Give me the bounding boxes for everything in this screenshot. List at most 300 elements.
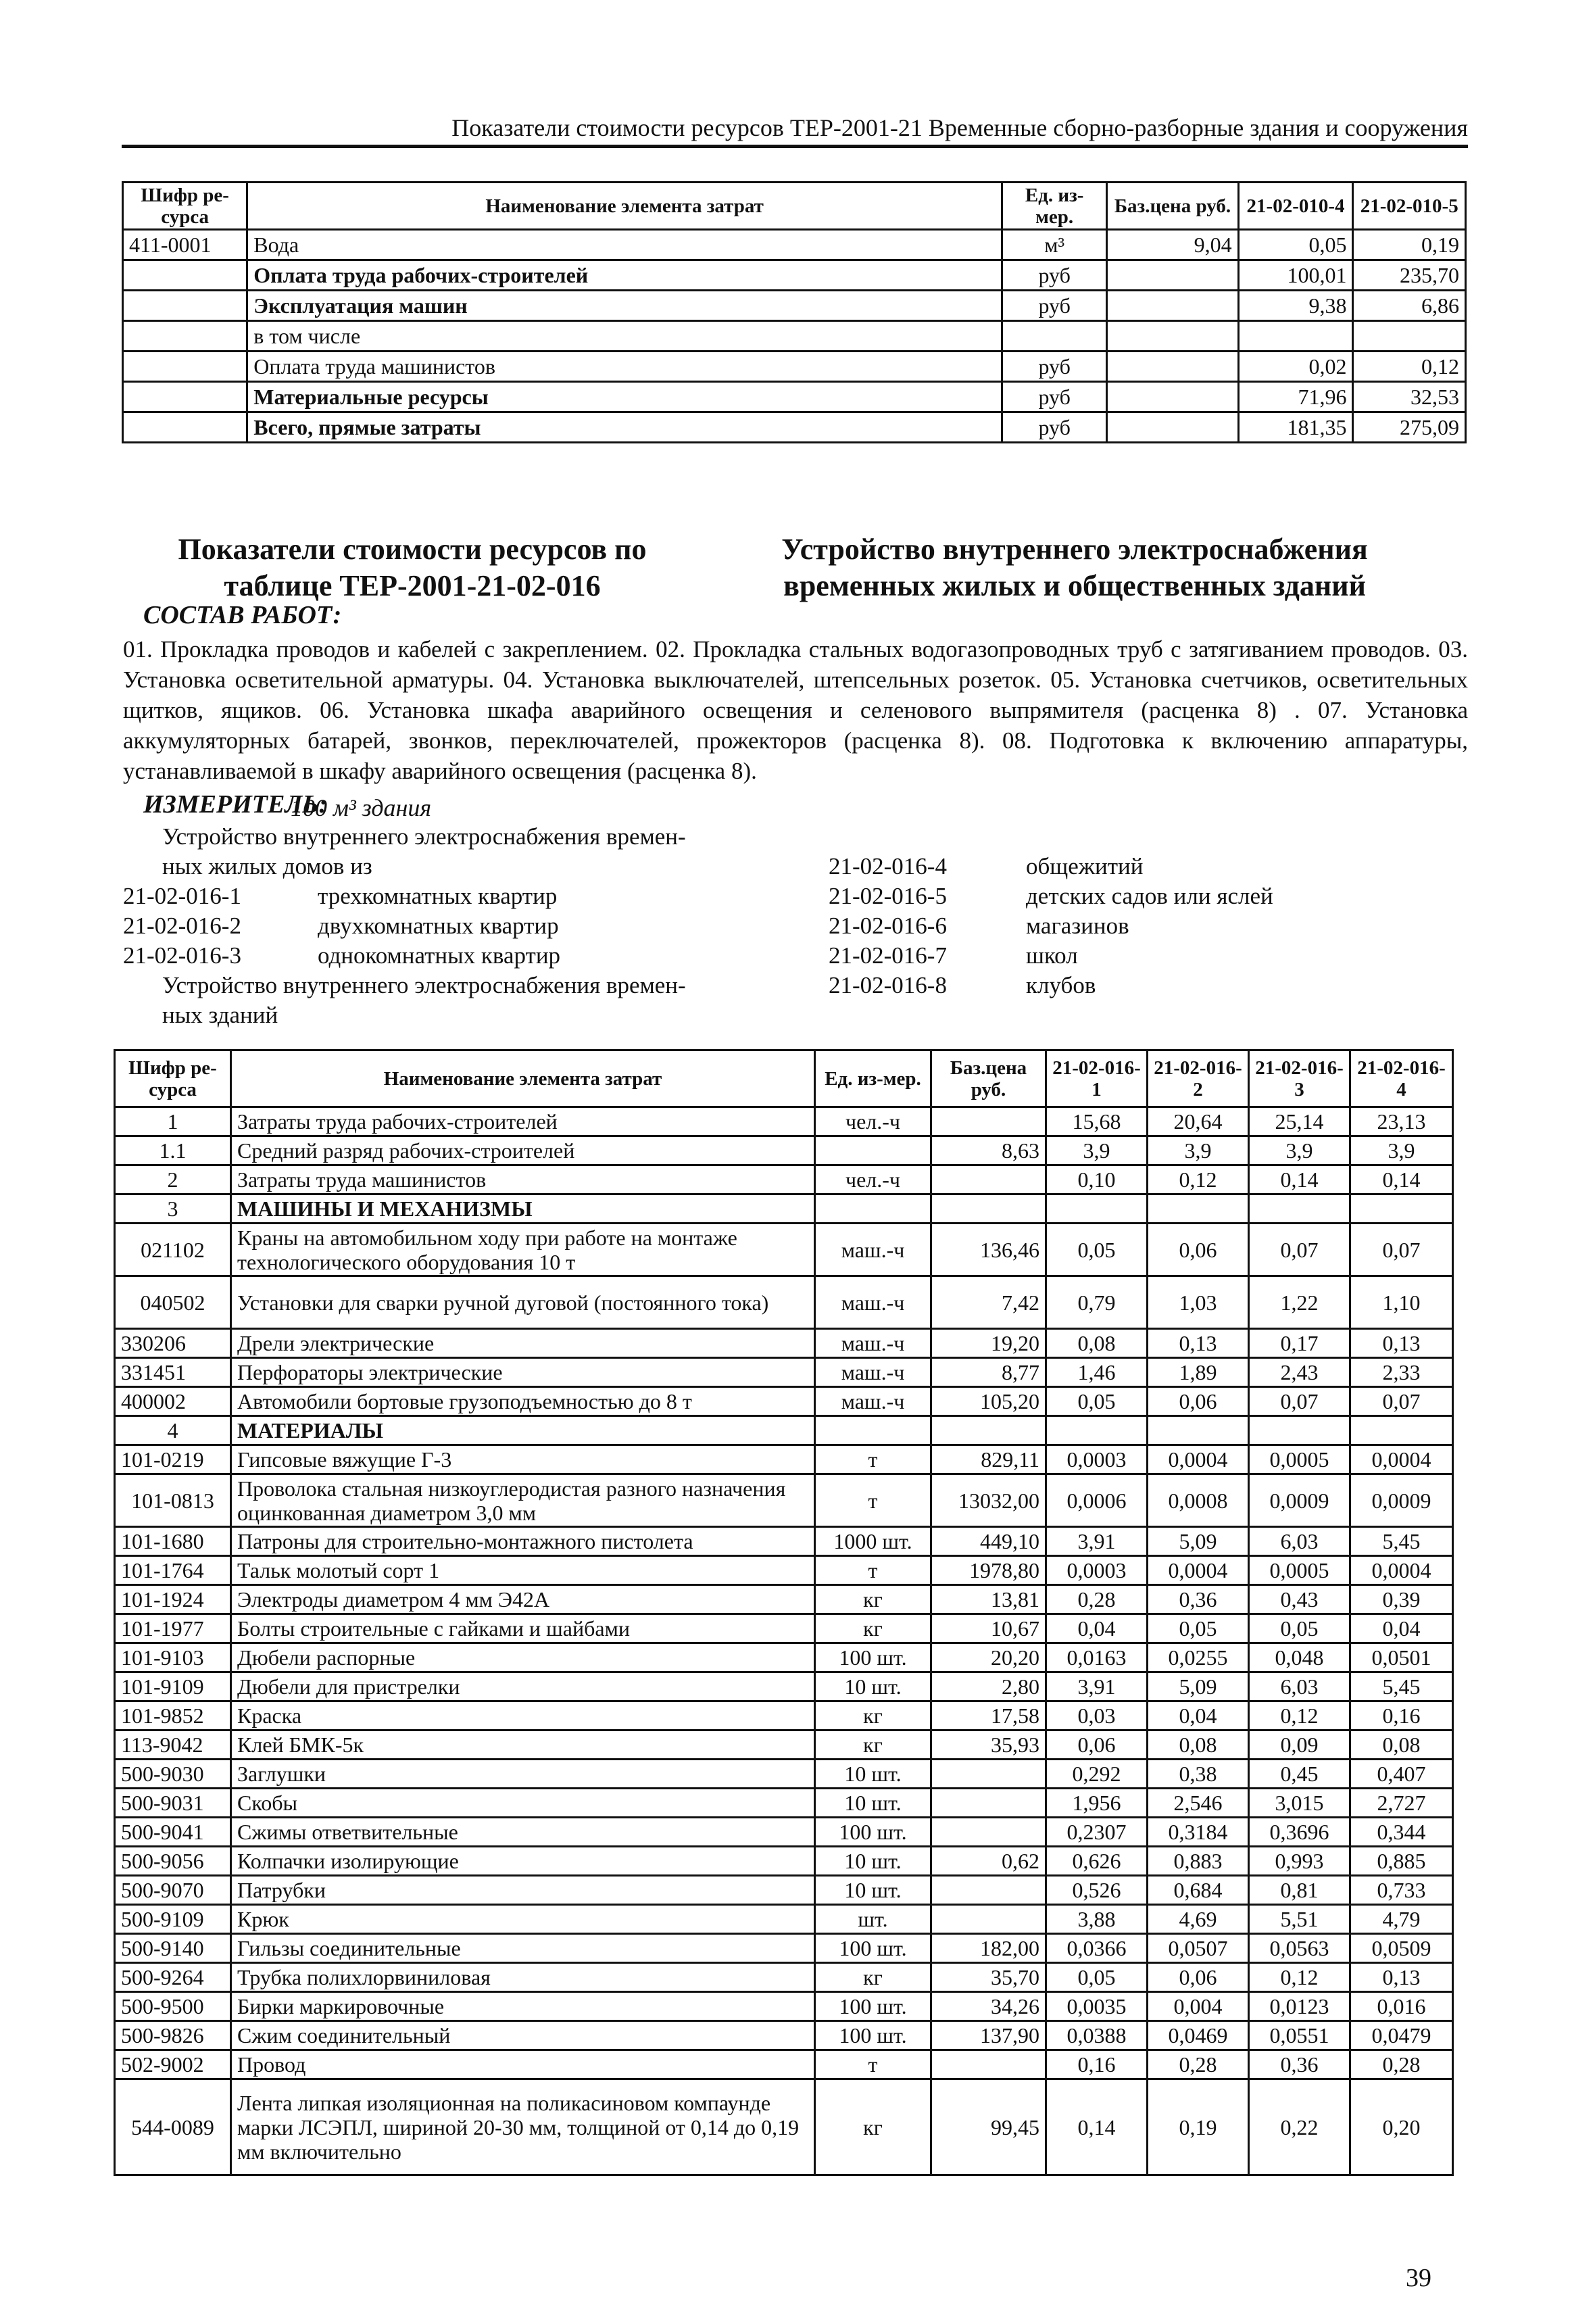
works-label: СОСТАВ РАБОТ:	[143, 601, 342, 629]
cell-value: 0,3184	[1148, 1818, 1249, 1847]
cell-unit: 100 шт.	[815, 2021, 931, 2050]
table-row	[115, 1992, 1453, 2021]
cell-name: Электроды диаметром 4 мм Э42А	[231, 1585, 815, 1614]
resource-table-1	[122, 181, 1467, 443]
t1-header-col2: 21-02-010-5	[1353, 183, 1466, 230]
cell-value: 0,28	[1046, 1585, 1148, 1614]
cell-code: 101-1764	[115, 1556, 231, 1585]
page-number: 39	[1406, 2264, 1431, 2292]
cell-price: 182,00	[931, 1934, 1046, 1963]
cell-value: 0,0035	[1046, 1992, 1148, 2021]
t1-header-price: Баз.цена руб.	[1107, 183, 1238, 230]
cell-value: 0,43	[1249, 1585, 1350, 1614]
cell-value: 0,14	[1046, 2079, 1148, 2175]
right-item-name: клубов	[1026, 972, 1096, 998]
table-row	[115, 1107, 1453, 1136]
cell-unit: 10 шт.	[815, 1789, 931, 1818]
cell-value: 20,64	[1148, 1107, 1249, 1136]
cell-value: 1,22	[1249, 1276, 1350, 1329]
cell-unit: чел.-ч	[815, 1165, 931, 1194]
cell-name: Патроны для строительно-монтажного пистолета	[231, 1527, 815, 1556]
table-row	[115, 1136, 1453, 1165]
cell-value: 0,13	[1350, 1963, 1453, 1992]
cell-value: 0,07	[1350, 1224, 1453, 1276]
cell-unit: чел.-ч	[815, 1107, 931, 1136]
cell-value: 0,407	[1350, 1760, 1453, 1789]
cell-price: 10,67	[931, 1614, 1046, 1643]
cell-value: 0,05	[1046, 1224, 1148, 1276]
cell-value: 0,292	[1046, 1760, 1148, 1789]
cell-value: 0,07	[1350, 1387, 1453, 1416]
cell-value: 0,03	[1046, 1701, 1148, 1730]
cell-name: Сжимы ответвительные	[231, 1818, 815, 1847]
cell-name: Провод	[231, 2050, 815, 2079]
cell-value: 5,45	[1350, 1672, 1453, 1701]
cell-value: 2,33	[1350, 1358, 1453, 1387]
works-description: 01. Прокладка проводов и кабелей с закреплением. 02. Прокладка стальных водогазопроводных труб с затягиванием проводов. 03. Установка осветительной арматуры. 04. Установка выключателей, штепсельных розеток. 05. Установка счетчиков, осветительных щитков, ящиков. 06. Установка шкафа аварийного освещения и селенового выпрямителя (расценка 8) . 07. Установка аккумуляторных батарей, звонков, переключателей, прожекторов (расценка 8). 08. Подготовка к включению аппаратуры, устанавливаемой в шкафу аварийного освещения (расценка 8).	[123, 636, 1468, 784]
cell-unit: т	[815, 1445, 931, 1474]
cell-unit: маш.-ч	[815, 1358, 931, 1387]
cell-value: 0,16	[1350, 1701, 1453, 1730]
table-row	[115, 1276, 1453, 1329]
cell-value: 0,38	[1148, 1760, 1249, 1789]
cell-value: 0,39	[1350, 1585, 1453, 1614]
cell-value: 0,12	[1148, 1165, 1249, 1194]
cell-code: 500-9826	[115, 2021, 231, 2050]
cell-unit: 100 шт.	[815, 1818, 931, 1847]
table-row	[123, 352, 1466, 382]
group1-caption-line1: Устройство внутреннего электроснабжения времен-	[162, 823, 686, 850]
cell-name: Всего, прямые затраты	[247, 412, 1002, 443]
table-row	[115, 1527, 1453, 1556]
cell-code: 544-0089	[115, 2079, 231, 2175]
cell-code: 500-9070	[115, 1876, 231, 1905]
cell-unit: маш.-ч	[815, 1387, 931, 1416]
cell-value: 6,03	[1249, 1672, 1350, 1701]
cell-code: 330206	[115, 1329, 231, 1358]
cell-name: Установки для сварки ручной дуговой (постоянного тока)	[231, 1276, 815, 1329]
table-row	[115, 1672, 1453, 1701]
cell-value: 0,17	[1249, 1329, 1350, 1358]
table-row	[115, 1585, 1453, 1614]
table-row	[115, 1789, 1453, 1818]
cell-value: 0,883	[1148, 1847, 1249, 1876]
cell-value	[1249, 1194, 1350, 1224]
right-item-code: 21-02-016-5	[829, 883, 947, 909]
cell-code	[123, 352, 247, 382]
table-row	[115, 1963, 1453, 1992]
cell-value: 0,06	[1148, 1387, 1249, 1416]
cell-value: 0,28	[1350, 2050, 1453, 2079]
cell-value: 0,16	[1046, 2050, 1148, 2079]
cell-unit: т	[815, 1556, 931, 1585]
cell-unit: т	[815, 2050, 931, 2079]
cell-name: Скобы	[231, 1789, 815, 1818]
cell-value	[1249, 1416, 1350, 1445]
cell-unit: 10 шт.	[815, 1847, 931, 1876]
cell-value: 0,0005	[1249, 1556, 1350, 1585]
cell-code: 500-9140	[115, 1934, 231, 1963]
cell-price	[1107, 321, 1238, 352]
cell-value: 100,01	[1238, 260, 1353, 291]
cell-value: 2,43	[1249, 1358, 1350, 1387]
cell-unit: 100 шт.	[815, 1992, 931, 2021]
cell-value: 0,344	[1350, 1818, 1453, 1847]
cell-value: 0,14	[1249, 1165, 1350, 1194]
table-row	[115, 1818, 1453, 1847]
cell-value: 0,0009	[1249, 1474, 1350, 1527]
cell-value: 1,10	[1350, 1276, 1453, 1329]
cell-unit: кг	[815, 1730, 931, 1760]
cell-price: 7,42	[931, 1276, 1046, 1329]
cell-value: 0,22	[1249, 2079, 1350, 2175]
cell-value: 0,13	[1148, 1329, 1249, 1358]
right-item-code: 21-02-016-4	[829, 853, 947, 879]
cell-value: 0,016	[1350, 1992, 1453, 2021]
cell-value: 0,0004	[1350, 1445, 1453, 1474]
cell-value: 0,0563	[1249, 1934, 1350, 1963]
cell-price: 35,93	[931, 1730, 1046, 1760]
cell-price	[931, 1760, 1046, 1789]
cell-code	[123, 291, 247, 321]
cell-price	[931, 1905, 1046, 1934]
cell-value: 5,09	[1148, 1527, 1249, 1556]
cell-value: 0,09	[1249, 1730, 1350, 1760]
left-item-code: 21-02-016-1	[123, 883, 241, 909]
cell-value: 0,004	[1148, 1992, 1249, 2021]
cell-code: 101-9109	[115, 1672, 231, 1701]
t1-header-name: Наименование элемента затрат	[247, 183, 1002, 230]
table-row	[115, 1194, 1453, 1224]
cell-code: 500-9109	[115, 1905, 231, 1934]
cell-name: Гильзы соединительные	[231, 1934, 815, 1963]
cell-unit: 10 шт.	[815, 1876, 931, 1905]
cell-value: 6,86	[1353, 291, 1466, 321]
cell-unit: кг	[815, 2079, 931, 2175]
cell-code: 021102	[115, 1224, 231, 1276]
cell-value: 0,19	[1148, 2079, 1249, 2175]
cell-value: 0,993	[1249, 1847, 1350, 1876]
group1-caption-line2: ных жилых домов из	[162, 853, 372, 879]
cell-value: 0,0006	[1046, 1474, 1148, 1527]
cell-value: 5,45	[1350, 1527, 1453, 1556]
cell-value: 32,53	[1353, 382, 1466, 412]
cell-value: 0,08	[1148, 1730, 1249, 1760]
cell-code: 500-9264	[115, 1963, 231, 1992]
cell-value: 3,9	[1046, 1136, 1148, 1165]
table-row	[115, 1643, 1453, 1672]
cell-price	[1107, 412, 1238, 443]
cell-code: 502-9002	[115, 2050, 231, 2079]
cell-code: 113-9042	[115, 1730, 231, 1760]
cell-unit: руб	[1002, 291, 1106, 321]
cell-name: Бирки маркировочные	[231, 1992, 815, 2021]
cell-code	[123, 321, 247, 352]
table-row	[115, 1329, 1453, 1358]
cell-code: 1.1	[115, 1136, 231, 1165]
cell-value: 1,46	[1046, 1358, 1148, 1387]
left-item-code: 21-02-016-3	[123, 942, 241, 969]
cell-price: 2,80	[931, 1672, 1046, 1701]
cell-value: 0,0501	[1350, 1643, 1453, 1672]
cell-code: 4	[115, 1416, 231, 1445]
cell-value: 0,07	[1249, 1387, 1350, 1416]
table-row	[123, 291, 1466, 321]
cell-value: 0,28	[1148, 2050, 1249, 2079]
table-row	[115, 1701, 1453, 1730]
cell-code	[123, 260, 247, 291]
cell-value: 0,06	[1148, 1963, 1249, 1992]
t2-header-col1: 21-02-016-1	[1046, 1050, 1148, 1107]
right-item-name: школ	[1026, 942, 1078, 969]
cell-value: 0,05	[1249, 1614, 1350, 1643]
cell-value: 0,0008	[1148, 1474, 1249, 1527]
cell-value: 0,0551	[1249, 2021, 1350, 2050]
cell-code: 101-9103	[115, 1643, 231, 1672]
cell-value: 2,727	[1350, 1789, 1453, 1818]
cell-value: 0,0469	[1148, 2021, 1249, 2050]
cell-value: 0,36	[1148, 1585, 1249, 1614]
cell-price	[931, 1818, 1046, 1847]
t2-header-col2: 21-02-016-2	[1148, 1050, 1249, 1107]
cell-code: 101-0219	[115, 1445, 231, 1474]
cell-code: 500-9030	[115, 1760, 231, 1789]
cell-value: 9,38	[1238, 291, 1353, 321]
cell-price: 9,04	[1107, 230, 1238, 260]
cell-value: 275,09	[1353, 412, 1466, 443]
cell-unit: т	[815, 1474, 931, 1527]
cell-value: 3,9	[1148, 1136, 1249, 1165]
section-title-right: Устройство внутреннего электроснабжения временных жилых и общественных зданий	[781, 533, 1368, 602]
cell-value: 0,0255	[1148, 1643, 1249, 1672]
cell-value: 3,9	[1350, 1136, 1453, 1165]
cell-code: 3	[115, 1194, 231, 1224]
resource-table-2	[114, 1049, 1454, 2176]
cell-name: Крюк	[231, 1905, 815, 1934]
cell-value: 0,06	[1148, 1224, 1249, 1276]
cell-value: 0,3696	[1249, 1818, 1350, 1847]
cell-value: 0,04	[1046, 1614, 1148, 1643]
cell-value: 0,0509	[1350, 1934, 1453, 1963]
cell-name: Оплата труда рабочих-строителей	[247, 260, 1002, 291]
cell-value	[1046, 1194, 1148, 1224]
cell-value: 0,14	[1350, 1165, 1453, 1194]
cell-price: 99,45	[931, 2079, 1046, 2175]
t1-header-col1: 21-02-010-4	[1238, 183, 1353, 230]
cell-unit: 100 шт.	[815, 1643, 931, 1672]
cell-unit: м³	[1002, 230, 1106, 260]
cell-value: 1,89	[1148, 1358, 1249, 1387]
table-row	[115, 1614, 1453, 1643]
cell-value: 0,05	[1238, 230, 1353, 260]
cell-value: 71,96	[1238, 382, 1353, 412]
group2-caption-line2: ных зданий	[162, 1002, 278, 1028]
cell-unit: маш.-ч	[815, 1224, 931, 1276]
cell-value: 0,45	[1249, 1760, 1350, 1789]
cell-price: 8,77	[931, 1358, 1046, 1387]
cell-value: 0,0507	[1148, 1934, 1249, 1963]
cell-value: 6,03	[1249, 1527, 1350, 1556]
cell-name: Краска	[231, 1701, 815, 1730]
cell-value: 0,36	[1249, 2050, 1350, 2079]
cell-value: 0,684	[1148, 1876, 1249, 1905]
cell-price	[931, 1194, 1046, 1224]
cell-name: Эксплуатация машин	[247, 291, 1002, 321]
cell-name: Автомобили бортовые грузоподъемностью до 8 т	[231, 1387, 815, 1416]
t2-header-name: Наименование элемента затрат	[231, 1050, 815, 1107]
cell-value: 0,20	[1350, 2079, 1453, 2175]
left-item-name: двухкомнатных квартир	[318, 913, 559, 939]
cell-value: 0,0003	[1046, 1445, 1148, 1474]
cell-name: МАТЕРИАЛЫ	[231, 1416, 815, 1445]
cell-unit	[1002, 321, 1106, 352]
cell-unit: 1000 шт.	[815, 1527, 931, 1556]
cell-value: 0,10	[1046, 1165, 1148, 1194]
table-row	[115, 2050, 1453, 2079]
table-row	[115, 1876, 1453, 1905]
cell-price	[1107, 260, 1238, 291]
cell-value	[1350, 1416, 1453, 1445]
group2-caption-line1: Устройство внутреннего электроснабжения времен-	[162, 972, 686, 998]
cell-value: 0,08	[1350, 1730, 1453, 1760]
cell-unit: 10 шт.	[815, 1760, 931, 1789]
cell-value: 4,79	[1350, 1905, 1453, 1934]
cell-name: Дюбели для пристрелки	[231, 1672, 815, 1701]
right-item-name: общежитий	[1026, 853, 1144, 879]
cell-name: в том числе	[247, 321, 1002, 352]
cell-value: 0,07	[1249, 1224, 1350, 1276]
cell-value: 23,13	[1350, 1107, 1453, 1136]
table-row	[115, 2079, 1453, 2175]
cell-unit: 100 шт.	[815, 1934, 931, 1963]
cell-code: 331451	[115, 1358, 231, 1387]
cell-name: Патрубки	[231, 1876, 815, 1905]
cell-name: Тальк молотый сорт 1	[231, 1556, 815, 1585]
table-row	[115, 1905, 1453, 1934]
cell-value: 25,14	[1249, 1107, 1350, 1136]
table-row	[115, 1358, 1453, 1387]
table-row	[115, 1847, 1453, 1876]
cell-unit: кг	[815, 1585, 931, 1614]
right-item-code: 21-02-016-8	[829, 972, 947, 998]
cell-value: 5,09	[1148, 1672, 1249, 1701]
cell-price: 1978,80	[931, 1556, 1046, 1585]
cell-value: 0,0004	[1148, 1556, 1249, 1585]
cell-code: 400002	[115, 1387, 231, 1416]
table-row	[115, 1730, 1453, 1760]
cell-value	[1353, 321, 1466, 352]
cell-unit: маш.-ч	[815, 1276, 931, 1329]
cell-unit: шт.	[815, 1905, 931, 1934]
measure-unit: 100 м³ здания	[291, 794, 432, 821]
cell-value: 3,9	[1249, 1136, 1350, 1165]
table-row	[115, 1934, 1453, 1963]
cell-price	[1107, 352, 1238, 382]
cell-code	[123, 412, 247, 443]
cell-value: 0,12	[1249, 1701, 1350, 1730]
left-item-name: трехкомнатных квартир	[318, 883, 558, 909]
cell-value: 0,04	[1148, 1701, 1249, 1730]
t2-header-unit: Ед. из-мер.	[815, 1050, 931, 1107]
cell-unit	[815, 1416, 931, 1445]
cell-unit: руб	[1002, 260, 1106, 291]
cell-value: 0,04	[1350, 1614, 1453, 1643]
cell-value: 0,0366	[1046, 1934, 1148, 1963]
cell-value: 0,0009	[1350, 1474, 1453, 1527]
cell-value: 0,12	[1249, 1963, 1350, 1992]
cell-price	[1107, 291, 1238, 321]
cell-name: Сжим соединительный	[231, 2021, 815, 2050]
cell-code: 101-1977	[115, 1614, 231, 1643]
cell-value: 0,0479	[1350, 2021, 1453, 2050]
cell-unit: кг	[815, 1701, 931, 1730]
table-row	[123, 412, 1466, 443]
cell-price: 0,62	[931, 1847, 1046, 1876]
cell-price: 8,63	[931, 1136, 1046, 1165]
cell-value: 0,526	[1046, 1876, 1148, 1905]
cell-value: 0,0163	[1046, 1643, 1148, 1672]
cell-price: 137,90	[931, 2021, 1046, 2050]
cell-code: 500-9500	[115, 1992, 231, 2021]
cell-code: 040502	[115, 1276, 231, 1329]
cell-value: 1,03	[1148, 1276, 1249, 1329]
cell-price: 35,70	[931, 1963, 1046, 1992]
cell-code: 101-1924	[115, 1585, 231, 1614]
cell-code	[123, 382, 247, 412]
cell-value: 181,35	[1238, 412, 1353, 443]
cell-code: 101-9852	[115, 1701, 231, 1730]
table-row	[123, 382, 1466, 412]
cell-price: 829,11	[931, 1445, 1046, 1474]
cell-code: 2	[115, 1165, 231, 1194]
cell-name: Дюбели распорные	[231, 1643, 815, 1672]
cell-code: 500-9041	[115, 1818, 231, 1847]
cell-name: Средний разряд рабочих-строителей	[231, 1136, 815, 1165]
table-row	[115, 1445, 1453, 1474]
cell-value	[1148, 1416, 1249, 1445]
cell-name: Колпачки изолирующие	[231, 1847, 815, 1876]
right-item-name: детских садов или яслей	[1026, 883, 1273, 909]
cell-price: 34,26	[931, 1992, 1046, 2021]
cell-value	[1148, 1194, 1249, 1224]
cell-value	[1046, 1416, 1148, 1445]
table-row	[115, 1416, 1453, 1445]
cell-value	[1238, 321, 1353, 352]
cell-unit: кг	[815, 1614, 931, 1643]
table-row	[115, 1387, 1453, 1416]
cell-code: 500-9031	[115, 1789, 231, 1818]
cell-value: 0,81	[1249, 1876, 1350, 1905]
cell-price: 19,20	[931, 1329, 1046, 1358]
cell-value: 0,79	[1046, 1276, 1148, 1329]
cell-unit	[815, 1194, 931, 1224]
cell-name: МАШИНЫ И МЕХАНИЗМЫ	[231, 1194, 815, 1224]
cell-value: 0,05	[1148, 1614, 1249, 1643]
t2-header-col3: 21-02-016-3	[1249, 1050, 1350, 1107]
cell-name: Перфораторы электрические	[231, 1358, 815, 1387]
cell-code: 101-0813	[115, 1474, 231, 1527]
cell-unit: кг	[815, 1963, 931, 1992]
table-row	[123, 260, 1466, 291]
cell-value: 0,048	[1249, 1643, 1350, 1672]
cell-name: Оплата труда машинистов	[247, 352, 1002, 382]
cell-value: 2,546	[1148, 1789, 1249, 1818]
cell-value: 0,19	[1353, 230, 1466, 260]
cell-unit: руб	[1002, 382, 1106, 412]
cell-value: 3,91	[1046, 1527, 1148, 1556]
cell-value: 0,0123	[1249, 1992, 1350, 2021]
left-item-code: 21-02-016-2	[123, 913, 241, 939]
